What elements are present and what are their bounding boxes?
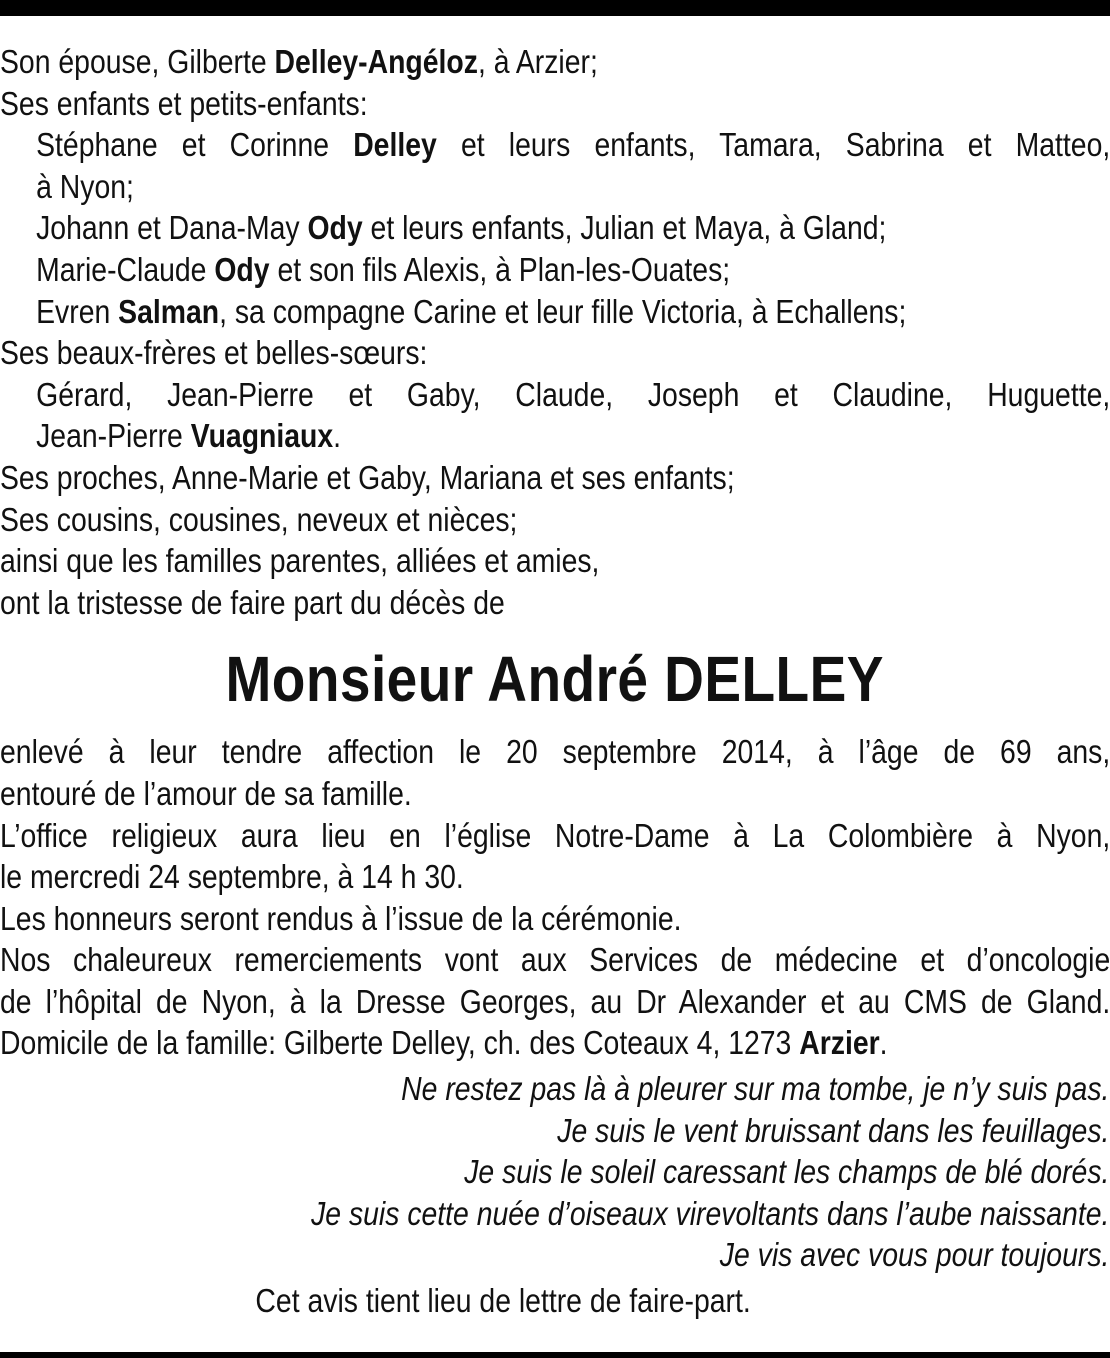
inlaws-line-1: Gérard, Jean-Pierre et Gaby, Claude, Joseph et Claudine, Huguette, — [36, 375, 1110, 413]
obituary-text — [0, 41, 1109, 1322]
child-line-1: Stéphane et Corinne Delley et leurs enfants, Tamara, Sabrina et Matteo, — [36, 126, 1110, 164]
child-line-3: Marie-Claude Ody et son fils Alexis, à Plan-les-Ouates; — [36, 250, 731, 288]
details-line-1: enlevé à leur tendre affection le 20 septembre 2014, à l’âge de 69 ans, — [0, 733, 1110, 771]
child-line-2: Johann et Dana-May Ody et leurs enfants, Julian et Maya, à Gland; — [36, 209, 887, 247]
poem-line: Ne restez pas là à pleurer sur ma tombe, je n’y suis pas. — [401, 1070, 1110, 1108]
notice-line: Cet avis tient lieu de lettre de faire-part. — [255, 1282, 751, 1320]
details-line-6: Nos chaleureux remerciements vont aux Services de médecine et d’oncologie — [0, 941, 1110, 979]
children-heading: Ses enfants et petits-enfants: — [0, 84, 368, 122]
inlaws-line-2: Jean-Pierre Vuagniaux. — [36, 417, 342, 455]
child-line-4: Evren Salman, sa compagne Carine et leur fille Victoria, à Echallens; — [36, 292, 907, 330]
details-line-4: le mercredi 24 septembre, à 14 h 30. — [0, 858, 464, 896]
relatives-line: Ses proches, Anne-Marie et Gaby, Mariana et ses enfants; — [0, 458, 735, 496]
details-line-3: L’office religieux aura lieu en l’église Notre-Dame à La Colombière à Nyon, — [0, 816, 1110, 854]
child-line-1-cont: à Nyon; — [36, 167, 134, 205]
top-rule — [0, 0, 1110, 16]
spouse-line: Son épouse, Gilberte Delley-Angéloz, à Arzier; — [0, 43, 598, 80]
poem-line: Je suis le vent bruissant dans les feuillages. — [557, 1111, 1110, 1149]
details-line-2: entouré de l’amour de sa famille. — [0, 774, 412, 812]
families-line: ainsi que les familles parentes, alliées et amies, — [0, 542, 600, 580]
inlaws-heading: Ses beaux-frères et belles-sœurs: — [0, 334, 428, 372]
poem-line: Je suis le soleil caressant les champs de blé dorés. — [464, 1153, 1110, 1191]
domicile-line: Domicile de la famille: Gilberte Delley, ch. des Coteaux 4, 1273 Arzier. — [0, 1024, 888, 1062]
details-line-5: Les honneurs seront rendus à l’issue de la cérémonie. — [0, 899, 682, 937]
cousins-line: Ses cousins, cousines, neveux et nièces; — [0, 500, 518, 538]
announce-line: ont la tristesse de faire part du décès de — [0, 583, 505, 621]
details-line-7: de l’hôpital de Nyon, à la Dresse Georges, au Dr Alexander et au CMS de Gland. — [0, 982, 1110, 1020]
poem-line: Je vis avec vous pour toujours. — [719, 1236, 1110, 1274]
bottom-rule — [0, 1352, 1110, 1358]
poem-line: Je suis cette nuée d’oiseaux virevoltants dans l’aube naissante. — [311, 1194, 1110, 1232]
poem — [0, 1068, 1109, 1276]
deceased-name: Monsieur André DELLEY — [225, 643, 884, 716]
